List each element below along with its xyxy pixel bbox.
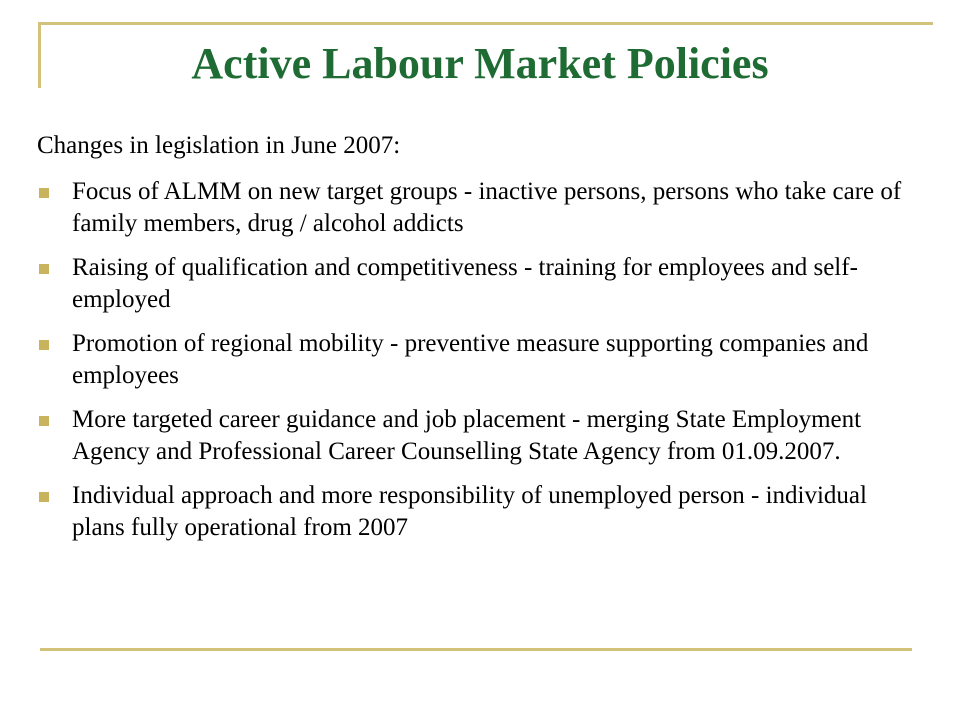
square-bullet-icon [39, 492, 49, 502]
bullet-text: Individual approach and more responsibility of unemployed person - individual plans fully operational from 2007 [72, 482, 867, 541]
square-bullet-icon [39, 340, 49, 350]
bullet-item-target-groups [37, 176, 922, 240]
bullet-item-qualification [37, 252, 922, 316]
square-bullet-icon [39, 416, 49, 426]
frame-top-rule [40, 22, 933, 25]
bullet-item-regional-mobility [37, 328, 922, 392]
bullet-text: Raising of qualification and competitiveness - training for employees and self-employed [72, 254, 858, 313]
bullet-list [37, 176, 922, 556]
square-bullet-icon [39, 264, 49, 274]
intro-text: Changes in legislation in June 2007: [37, 132, 401, 159]
bullet-item-individual-approach [37, 480, 922, 544]
bullet-item-career-guidance [37, 404, 922, 468]
square-bullet-icon [39, 188, 49, 198]
slide-title: Active Labour Market Policies [191, 39, 769, 88]
frame-bottom-rule [40, 648, 912, 651]
bullet-text: Focus of ALMM on new target groups - inactive persons, persons who take care of family members, drug / alcohol addicts [72, 178, 902, 237]
bullet-text: Promotion of regional mobility - preventive measure supporting companies and employees [72, 330, 869, 389]
bullet-text: More targeted career guidance and job placement - merging State Employment Agency and Professional Career Counselling State Agency from 01.09.2007. [72, 406, 862, 465]
